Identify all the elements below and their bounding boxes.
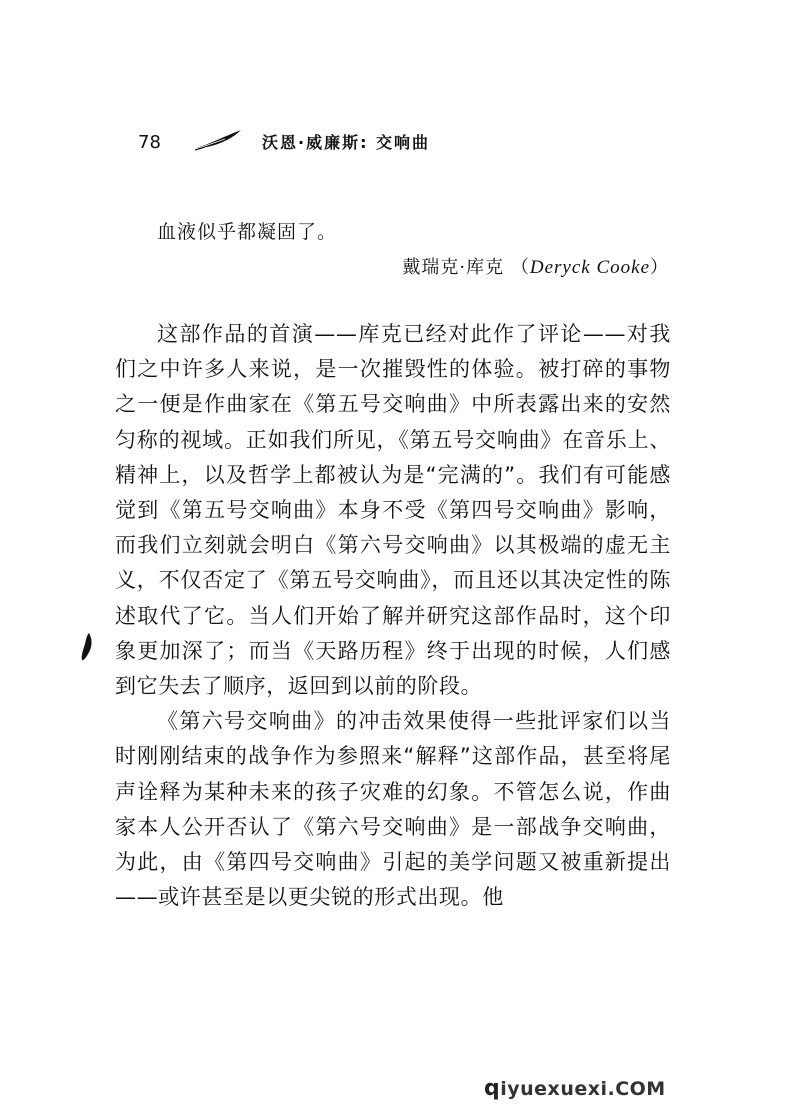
quill-icon — [195, 128, 243, 152]
watermark-text: iyuexuexi.COM — [500, 1078, 666, 1100]
ink-blot-mark — [80, 632, 94, 662]
paragraph-1: 这部作品的首演——库克已经对此作了评论——对我们之中许多人来说，是一次摧毁性的体验。被打碎的事物之一便是作曲家在《第五号交响曲》中所表露出来的安然匀称的视域。正如我们所见，《第五号交响曲》在音乐上、精神上，以及哲学上都被认为是“完满的”。我们有可能感觉到《第五号交响曲》本身不受《第四号交响曲》影响，而我们立刻就会明白《第六号交响曲》以其极端的虚无主义，不仅否定了《第五号交响曲》，而且还以其决定性的陈述取代了它。当人们开始了解并研究这部作品时，这个印象更加深了；而当《天路历程》终于出现的时候，人们感到它失去了顺序，返回到以前的阶段。 — [115, 322, 671, 699]
attribution-close-paren: ） — [650, 257, 669, 278]
attribution-english-name: Deryck Cooke — [529, 257, 650, 278]
site-watermark — [484, 1076, 666, 1101]
running-title: 沃恩·威廉斯: 交响曲 — [262, 133, 431, 152]
page-number: 78 — [138, 132, 161, 153]
page-header — [0, 128, 794, 158]
quote-attribution — [157, 254, 669, 282]
paragraph-2: 《第六号交响曲》的冲击效果使得一些批评家们以当时刚刚结束的战争作为参照来“解释”这部作品，甚至将尾声诠释为某种未来的孩子灾难的幻象。不管怎么说，作曲家本人公开否认了《第六号交响曲》是一部战争交响曲，为此，由《第四号交响曲》引起的美学问题又被重新提出——或许甚至是以更尖锐的形式出现。他 — [115, 709, 671, 910]
attribution-chinese-name: 戴瑞克·库克 — [402, 257, 505, 278]
watermark-logo-letter: q — [484, 1076, 501, 1101]
epigraph-quote — [157, 218, 669, 282]
quote-text: 血液似乎都凝固了。 — [157, 221, 338, 243]
body-text — [115, 317, 671, 915]
attribution-open-paren: （ — [510, 257, 530, 278]
